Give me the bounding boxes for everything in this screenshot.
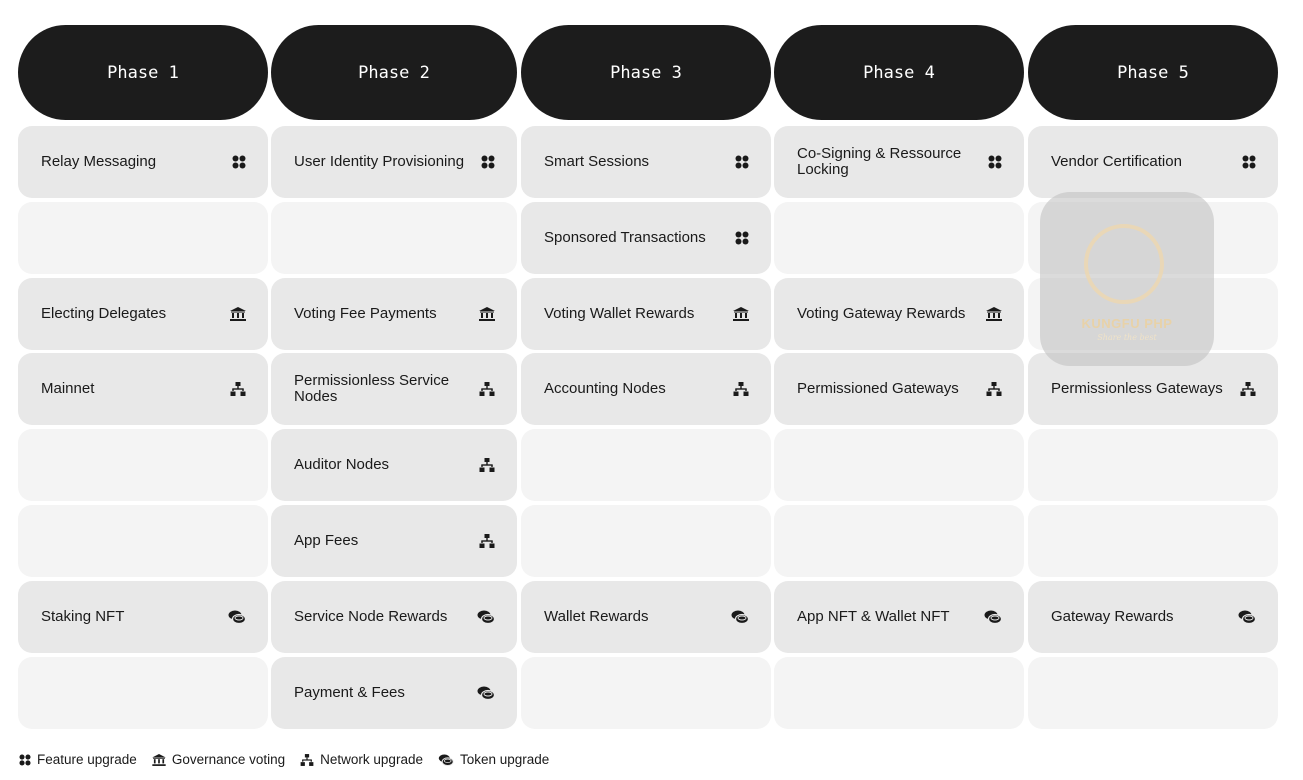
feature-upgrade-icon xyxy=(18,753,37,767)
network-icon xyxy=(230,382,246,396)
token-icon xyxy=(228,610,246,624)
empty-cell xyxy=(774,657,1024,729)
network-icon xyxy=(733,382,749,396)
milestone-label: Accounting Nodes xyxy=(544,380,666,397)
milestone-staking-nft xyxy=(18,581,268,653)
milestone-permissioned-gateways xyxy=(774,353,1024,425)
milestone-sponsored-transactions xyxy=(521,202,771,274)
legend-item-network xyxy=(299,752,423,767)
milestone-app-fees xyxy=(271,505,517,577)
milestone-label: Smart Sessions xyxy=(544,153,650,170)
feature-icon xyxy=(481,155,495,169)
legend-label: Network upgrade xyxy=(320,752,423,767)
milestone-vendor-certification xyxy=(1028,126,1278,198)
milestone-label: Permissioned Gateways xyxy=(797,380,959,397)
milestone-service-node-rewards xyxy=(271,581,517,653)
milestone-label: App Fees xyxy=(294,532,359,549)
legend-item-token xyxy=(437,752,549,767)
milestone-label: Relay Messaging xyxy=(41,153,157,170)
network-icon xyxy=(479,458,495,472)
watermark-ring-icon xyxy=(1084,224,1164,304)
network-icon xyxy=(1240,382,1256,396)
milestone-voting-wallet-rewards xyxy=(521,278,771,350)
milestone-label: Voting Fee Payments xyxy=(294,305,437,322)
milestone-gateway-rewards xyxy=(1028,581,1278,653)
milestone-payment-and-fees xyxy=(271,657,517,729)
feature-icon xyxy=(735,231,749,245)
milestone-label: Mainnet xyxy=(41,380,95,397)
empty-cell xyxy=(521,505,771,577)
network-icon xyxy=(986,382,1002,396)
milestone-mainnet xyxy=(18,353,268,425)
milestone-label: User Identity Provisioning xyxy=(294,153,465,170)
milestone-label: Sponsored Transactions xyxy=(544,229,706,246)
feature-icon xyxy=(735,155,749,169)
empty-cell xyxy=(774,505,1024,577)
phase-5-header: Phase 5 xyxy=(1028,25,1278,120)
milestone-label: Permissionless Service Nodes xyxy=(294,372,450,405)
feature-icon xyxy=(232,155,246,169)
empty-cell xyxy=(18,657,268,729)
empty-cell xyxy=(18,202,268,274)
milestone-label: Staking NFT xyxy=(41,608,125,625)
phase-1-header: Phase 1 xyxy=(18,25,268,120)
milestone-smart-sessions xyxy=(521,126,771,198)
empty-cell xyxy=(521,657,771,729)
milestone-label: Electing Delegates xyxy=(41,305,167,322)
milestone-app-nft-and-wallet-nft xyxy=(774,581,1024,653)
milestone-electing-delegates xyxy=(18,278,268,350)
empty-cell xyxy=(521,429,771,501)
feature-icon xyxy=(1242,155,1256,169)
token-icon xyxy=(984,610,1002,624)
governance-icon xyxy=(479,307,495,321)
milestone-user-identity-provisioning xyxy=(271,126,517,198)
empty-cell xyxy=(774,202,1024,274)
legend-label: Governance voting xyxy=(171,752,286,767)
milestone-label: Vendor Certification xyxy=(1051,153,1182,170)
phase-4-header: Phase 4 xyxy=(774,25,1024,120)
feature-icon xyxy=(988,155,1002,169)
legend xyxy=(18,752,563,767)
network-icon xyxy=(479,382,495,396)
milestone-auditor-nodes xyxy=(271,429,517,501)
milestone-voting-fee-payments xyxy=(271,278,517,350)
watermark-title: KUNGFU PHP xyxy=(1081,316,1173,331)
milestone-label: Payment & Fees xyxy=(294,684,405,701)
token-icon xyxy=(731,610,749,624)
token-upgrade-icon xyxy=(437,753,460,767)
token-icon xyxy=(477,610,495,624)
network-upgrade-icon xyxy=(299,753,320,767)
legend-label: Token upgrade xyxy=(459,752,550,767)
milestone-co-signing-and-ressource-locking xyxy=(774,126,1024,198)
milestone-label: App NFT & Wallet NFT xyxy=(797,608,950,625)
empty-cell xyxy=(1028,429,1278,501)
empty-cell xyxy=(774,429,1024,501)
network-icon xyxy=(479,534,495,548)
governance-icon xyxy=(230,307,246,321)
governance-icon xyxy=(733,307,749,321)
legend-item-governance xyxy=(151,752,285,767)
token-icon xyxy=(477,686,495,700)
milestone-relay-messaging xyxy=(18,126,268,198)
watermark-subtitle: Share the best xyxy=(1097,333,1157,342)
milestone-label: Service Node Rewards xyxy=(294,608,448,625)
phase-2-header: Phase 2 xyxy=(271,25,517,120)
milestone-label: Permissionless Gateways xyxy=(1051,380,1223,397)
legend-label: Feature upgrade xyxy=(37,752,137,767)
empty-cell xyxy=(1028,505,1278,577)
empty-cell xyxy=(18,429,268,501)
milestone-wallet-rewards xyxy=(521,581,771,653)
legend-item-feature xyxy=(18,752,137,767)
governance-icon xyxy=(986,307,1002,321)
phase-3-header: Phase 3 xyxy=(521,25,771,120)
milestone-label: Voting Wallet Rewards xyxy=(544,305,695,322)
empty-cell xyxy=(18,505,268,577)
empty-cell xyxy=(271,202,517,274)
milestone-voting-gateway-rewards xyxy=(774,278,1024,350)
watermark-logo xyxy=(1040,192,1214,366)
milestone-permissionless-service-nodes xyxy=(271,353,517,425)
milestone-label: Auditor Nodes xyxy=(294,456,390,473)
milestone-label: Wallet Rewards xyxy=(544,608,649,625)
milestone-label: Voting Gateway Rewards xyxy=(797,305,966,322)
governance-voting-icon xyxy=(151,753,172,767)
milestone-accounting-nodes xyxy=(521,353,771,425)
milestone-label: Gateway Rewards xyxy=(1051,608,1174,625)
milestone-label: Co-Signing & Ressource Locking xyxy=(797,145,962,178)
empty-cell xyxy=(1028,657,1278,729)
token-icon xyxy=(1238,610,1256,624)
